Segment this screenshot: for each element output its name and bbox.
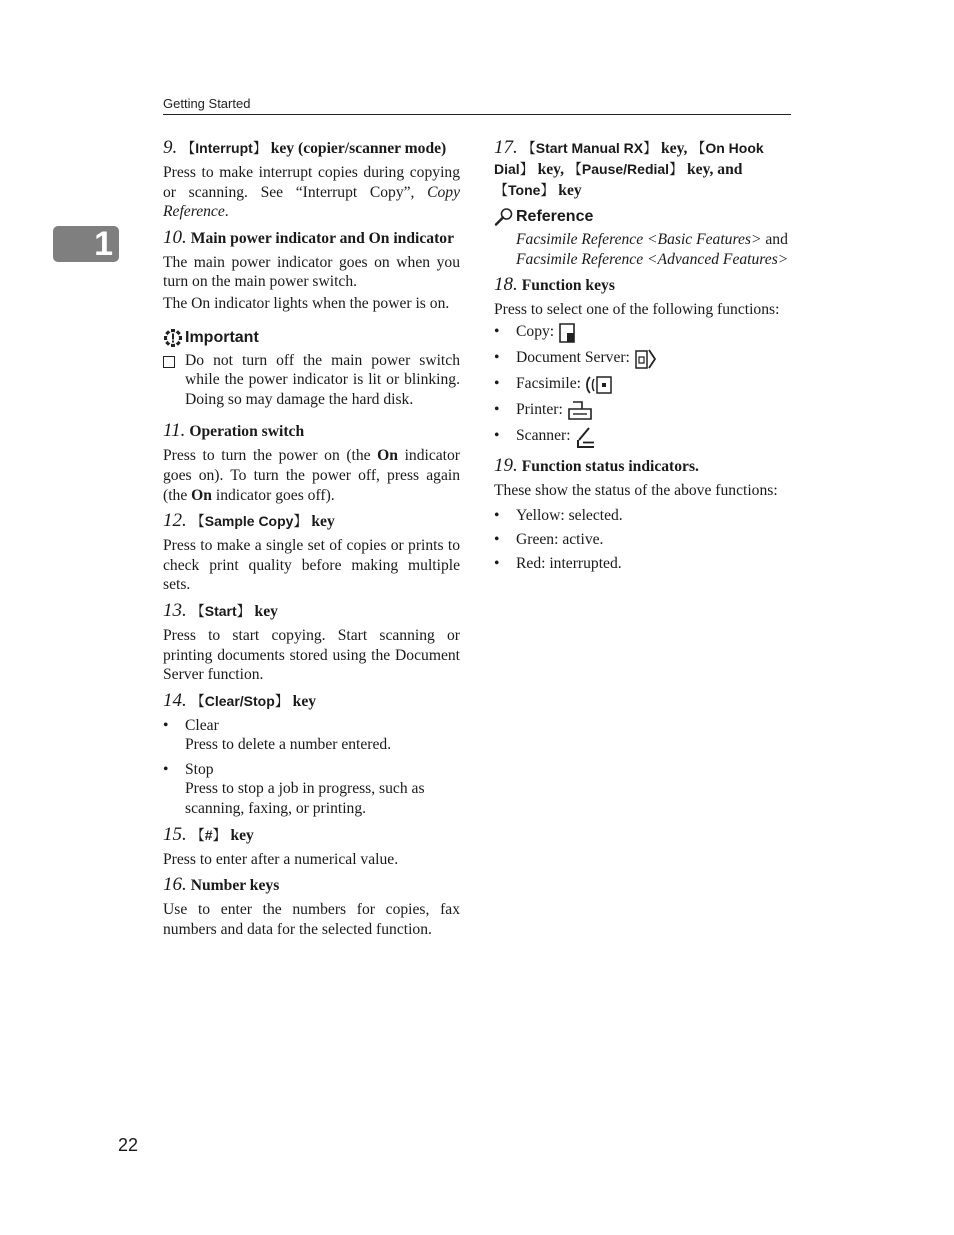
body-text: indicator goes off).	[211, 486, 335, 504]
item-heading	[163, 601, 460, 622]
list-item	[494, 348, 791, 370]
list-item-title: Stop	[185, 760, 214, 778]
item-hash-key	[163, 825, 460, 870]
bracket-open: 【	[190, 827, 205, 844]
key-name: Start	[204, 602, 237, 619]
function-list	[494, 322, 791, 450]
item-number: 13.	[163, 599, 187, 621]
heading-title: Function keys	[521, 277, 615, 295]
item-number-keys	[163, 875, 460, 939]
item-number: 15.	[163, 823, 187, 845]
list-item	[494, 426, 791, 450]
item-body	[163, 163, 460, 222]
list-item-title: Clear	[185, 716, 219, 734]
key-name: Tone	[508, 182, 541, 198]
important-heading	[163, 328, 460, 348]
function-label: Copy:	[516, 322, 555, 340]
list-item	[494, 374, 791, 396]
bullet: •	[494, 348, 500, 366]
body-text: .	[224, 203, 229, 221]
list-item	[494, 506, 791, 526]
item-body: The main power indicator goes on when you turn on the main power switch.	[163, 253, 460, 291]
bullet: •	[163, 760, 169, 778]
bullet: •	[494, 554, 500, 572]
bracket-open: 【	[190, 514, 205, 531]
running-header: Getting Started	[163, 96, 251, 111]
item-number: 17.	[494, 137, 518, 158]
status-text: Green: active.	[516, 530, 604, 548]
heading-rest: key (copier/scanner mode)	[266, 140, 447, 157]
function-label: Printer:	[516, 400, 563, 418]
printer-icon	[567, 400, 593, 422]
item-body: Press to enter after a numerical value.	[163, 850, 399, 868]
magnifier-icon	[494, 207, 514, 227]
important-label: Important	[185, 328, 259, 346]
item-number: 18.	[494, 274, 518, 296]
key-name: Pause/Redial	[581, 161, 670, 177]
bracket-close: 】	[212, 827, 227, 844]
heading-title: Operation switch	[189, 423, 305, 441]
item-body	[163, 446, 460, 505]
important-note	[163, 351, 460, 412]
body-bold: On	[191, 486, 212, 504]
item-number: 9.	[163, 137, 178, 158]
chapter-tab: 1	[53, 226, 119, 262]
item-heading	[163, 825, 460, 846]
item-body: The On indicator lights when the power is on.	[163, 294, 450, 312]
heading-rest: key	[250, 602, 278, 620]
scanner-icon	[575, 426, 597, 450]
list-item-text: Press to stop a job in progress, such as scanning, faxing, or printing.	[185, 780, 425, 818]
bracket-open: 【	[521, 141, 536, 157]
item-start-key	[163, 601, 460, 685]
reference-link: Copy Reference	[163, 183, 460, 221]
function-label: Facsimile:	[516, 374, 581, 392]
bullet: •	[494, 322, 500, 340]
item-heading	[163, 138, 460, 159]
item-heading	[494, 138, 791, 201]
item-body: Press to select one of the following functions:	[494, 301, 780, 319]
list-item	[494, 400, 791, 422]
document-server-icon	[634, 348, 658, 370]
bullet: •	[163, 716, 169, 734]
list-item-text: Press to delete a number entered.	[185, 736, 392, 754]
heading-title: Function status indicators.	[521, 457, 699, 475]
item-heading	[494, 275, 791, 296]
header-rule	[163, 114, 791, 115]
bracket-open: 【	[494, 183, 508, 199]
item-body: Press to start copying. Start scanning or printing documents stored using the Document Server function.	[163, 626, 460, 684]
bracket-open: 【	[691, 141, 706, 157]
reference-heading	[494, 207, 791, 227]
key-name: Interrupt	[195, 140, 253, 156]
item-number: 14.	[163, 689, 187, 711]
status-text: Yellow: selected.	[516, 507, 623, 525]
bracket-close: 】	[540, 183, 555, 199]
key-name: On Hook Dial	[494, 140, 764, 177]
item-heading	[494, 456, 791, 477]
copy-icon	[558, 322, 576, 344]
item-number: 10.	[163, 226, 187, 248]
bracket-open: 【	[181, 141, 196, 157]
heading-rest: key	[307, 513, 335, 531]
heading-rest: key	[226, 826, 254, 844]
body-text: indicator goes on). To turn the power off, press again (the	[163, 447, 460, 504]
bracket-close: 】	[669, 162, 684, 178]
item-body: Use to enter the numbers for copies, fax numbers and data for the selected function.	[163, 901, 460, 938]
left-column	[163, 138, 460, 945]
bullet: •	[494, 530, 500, 548]
bracket-open: 【	[567, 162, 582, 178]
item-interrupt-key	[163, 138, 460, 222]
item-body: These show the status of the above functions:	[494, 481, 778, 499]
checkbox-bullet-icon	[163, 356, 175, 368]
item-operation-switch	[163, 421, 460, 505]
item-heading	[163, 691, 460, 712]
bracket-close: 】	[252, 141, 267, 157]
right-column	[494, 138, 791, 579]
heading-rest: key,	[657, 140, 692, 157]
heading-rest: key,	[533, 161, 568, 178]
key-name: #	[204, 826, 213, 843]
item-body: Press to make a single set of copies or prints to check print quality before making multiple sets.	[163, 537, 460, 594]
bracket-close: 】	[236, 603, 251, 620]
important-icon	[163, 328, 183, 348]
bullet: •	[494, 374, 500, 392]
bracket-open: 【	[190, 603, 205, 620]
reference-label: Reference	[516, 208, 594, 226]
item-main-power-indicator	[163, 228, 460, 314]
list-item	[163, 760, 460, 819]
heading-rest: key, and	[683, 161, 743, 178]
status-text: Red: interrupted.	[516, 554, 622, 572]
bracket-close: 】	[643, 141, 658, 157]
item-number: 16.	[163, 874, 187, 896]
bracket-close: 】	[274, 693, 289, 710]
heading-title: Number keys	[190, 877, 280, 895]
heading-title: Main power indicator and On indicator	[190, 229, 454, 247]
item-function-keys	[494, 275, 791, 450]
key-name: Clear/Stop	[204, 692, 275, 709]
item-sample-copy-key	[163, 511, 460, 595]
body-text: Press to make interrupt copies during copying or scanning. See “Interrupt Copy”,	[163, 164, 460, 201]
bracket-open: 【	[190, 693, 205, 710]
bracket-close: 】	[519, 162, 534, 178]
item-heading	[163, 421, 460, 442]
item-number: 11.	[163, 420, 186, 442]
page-number: 22	[118, 1135, 139, 1155]
body-text: Press to turn the power on (the	[163, 447, 378, 465]
list-item	[494, 554, 791, 574]
list-item	[163, 716, 460, 755]
bullet: •	[494, 507, 500, 525]
item-fax-keys	[494, 138, 791, 201]
item-clear-stop-key	[163, 691, 460, 819]
key-name: Start Manual RX	[535, 140, 644, 156]
body-bold: On	[377, 447, 398, 465]
item-heading	[163, 228, 460, 249]
clear-stop-list	[163, 716, 460, 819]
bullet: •	[494, 426, 500, 444]
reference-link: Facsimile Reference <Advanced Features>	[516, 250, 789, 268]
item-function-status-indicators	[494, 456, 791, 573]
function-label: Document Server:	[516, 348, 630, 366]
reference-link: Facsimile Reference <Basic Features>	[516, 231, 762, 248]
list-item	[494, 530, 791, 550]
status-list	[494, 506, 791, 573]
list-item	[494, 322, 791, 344]
heading-rest: key	[288, 692, 317, 710]
body-text: and	[761, 231, 788, 248]
function-label: Scanner:	[516, 426, 571, 444]
item-heading	[163, 511, 460, 532]
reference-body	[494, 230, 791, 269]
item-number: 19.	[494, 454, 518, 476]
key-name: Sample Copy	[204, 513, 294, 530]
heading-rest: key	[554, 182, 582, 199]
item-number: 12.	[163, 510, 187, 532]
item-heading	[163, 875, 460, 896]
facsimile-icon	[585, 374, 613, 396]
bullet: •	[494, 400, 500, 418]
important-text: Do not turn off the main power switch while the power indicator is lit or blinking. Doing so may damage the hard disk.	[185, 351, 460, 408]
bracket-close: 】	[293, 514, 308, 531]
